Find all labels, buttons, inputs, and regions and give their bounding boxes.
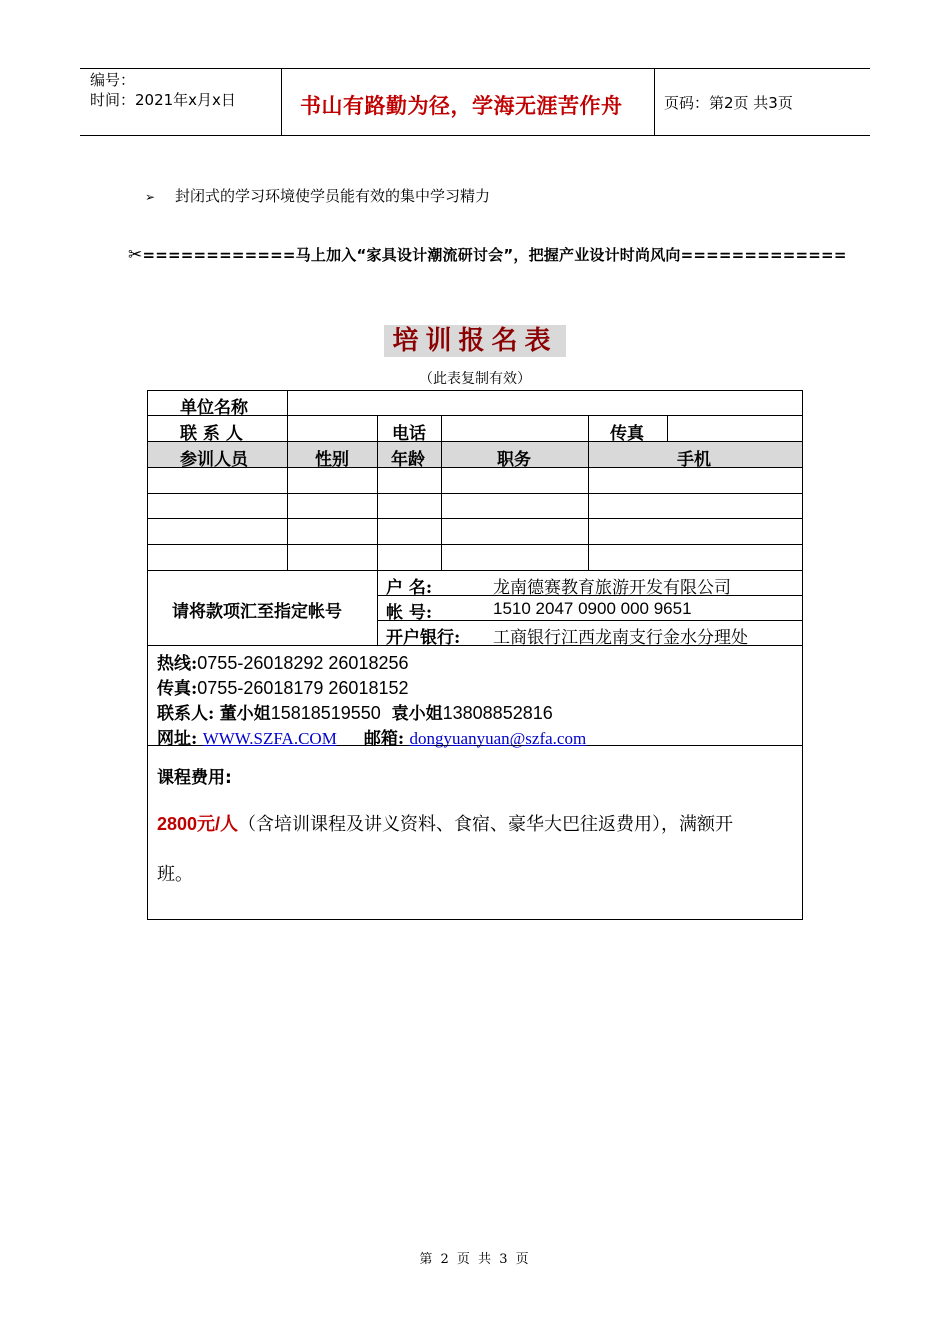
phone-label: 电话 <box>392 424 426 444</box>
fax-label: 传真 <box>610 424 644 444</box>
contact-person-field[interactable] <box>289 417 375 439</box>
hotline-value: 0755-26018292 26018256 <box>197 653 409 673</box>
col-header-participant: 参训人员 <box>180 450 248 470</box>
col-header-age: 年龄 <box>391 450 425 470</box>
account-name-value: 龙南德赛教育旅游开发有限公司 <box>493 578 731 598</box>
website-label: 网址: <box>157 729 198 749</box>
table-col-rule <box>667 415 668 441</box>
cut-line <box>128 244 847 265</box>
bank-value: 工商银行江西龙南支行金水分理处 <box>493 628 748 648</box>
unit-name-field[interactable] <box>289 392 801 414</box>
account-number-value: 1510 2047 0900 000 9651 <box>493 599 692 618</box>
table-rule <box>377 620 803 621</box>
email-link[interactable]: dongyuanyuan@szfa.com <box>409 729 587 748</box>
contacts-line <box>157 699 553 724</box>
form-subtitle: （此表复制有效） <box>419 371 531 387</box>
website-link[interactable]: WWW.SZFA.COM <box>202 729 337 748</box>
remit-label: 请将款项汇至指定帐号 <box>172 602 342 622</box>
bullet-text: 封闭式的学习环境使学员能有效的集中学习精力 <box>175 187 491 205</box>
fee-description: （含培训课程及讲义资料、食宿、豪华大巴往返费用），满额开 <box>238 814 734 835</box>
web-line <box>157 724 586 749</box>
table-row[interactable] <box>148 494 802 517</box>
account-name-label: 户 名: <box>386 578 433 598</box>
header-bottom-rule <box>80 135 870 136</box>
email-label: 邮箱: <box>363 729 405 749</box>
table-rule <box>147 441 803 442</box>
table-row[interactable] <box>148 468 802 492</box>
header-divider <box>281 68 282 136</box>
fax-info-value: 0755-26018179 26018152 <box>197 678 409 698</box>
fee-label: 课程费用: <box>157 768 232 788</box>
page-footer: 第 2 页 共 3 页 <box>419 1252 531 1267</box>
contact1-name: 董小姐 <box>219 704 271 724</box>
scissors-icon: ✂ <box>128 245 143 265</box>
hotline-label: 热线: <box>157 654 198 674</box>
page-info: 页码：第2页 共3页 <box>664 94 793 112</box>
contact2-name: 袁小姐 <box>391 704 443 724</box>
header-divider <box>654 68 655 136</box>
bullet-item <box>145 185 490 206</box>
time-label: 时间：2021年x月x日 <box>90 91 236 109</box>
table-row[interactable] <box>148 545 802 569</box>
contact-person-label: 联 系 人 <box>180 424 243 444</box>
form-title: 培训报名表 <box>384 325 566 357</box>
col-header-mobile: 手机 <box>677 450 711 470</box>
col-header-position: 职务 <box>497 450 531 470</box>
header-top-rule <box>80 68 870 69</box>
number-label: 编号： <box>90 71 136 89</box>
header-motto: 书山有路勤为径，学海无涯苦作舟 <box>300 94 623 118</box>
fee-tail: 班。 <box>157 864 193 885</box>
fee-price: 2800元/人 <box>157 814 239 834</box>
arrow-bullet-icon: ➢ <box>145 190 156 204</box>
account-number-label: 帐 号: <box>386 603 433 623</box>
hotline-line <box>157 649 409 674</box>
cut-line-text: ============马上加入“家具设计潮流研讨会”，把握产业设计时尚风向============= <box>142 246 847 264</box>
bank-label: 开户银行: <box>386 628 461 648</box>
fax-line <box>157 674 409 699</box>
contacts-label: 联系人: <box>157 704 215 724</box>
fee-line <box>157 810 733 836</box>
phone-field[interactable] <box>443 417 586 439</box>
fax-field[interactable] <box>669 417 801 439</box>
unit-name-label: 单位名称 <box>180 398 248 418</box>
fax-info-label: 传真: <box>157 679 198 699</box>
table-rule <box>147 570 803 571</box>
col-header-gender: 性别 <box>315 450 349 470</box>
contact1-phone: 15818519550 <box>270 703 381 723</box>
table-row[interactable] <box>148 519 802 543</box>
contact2-phone: 13808852816 <box>442 703 553 723</box>
